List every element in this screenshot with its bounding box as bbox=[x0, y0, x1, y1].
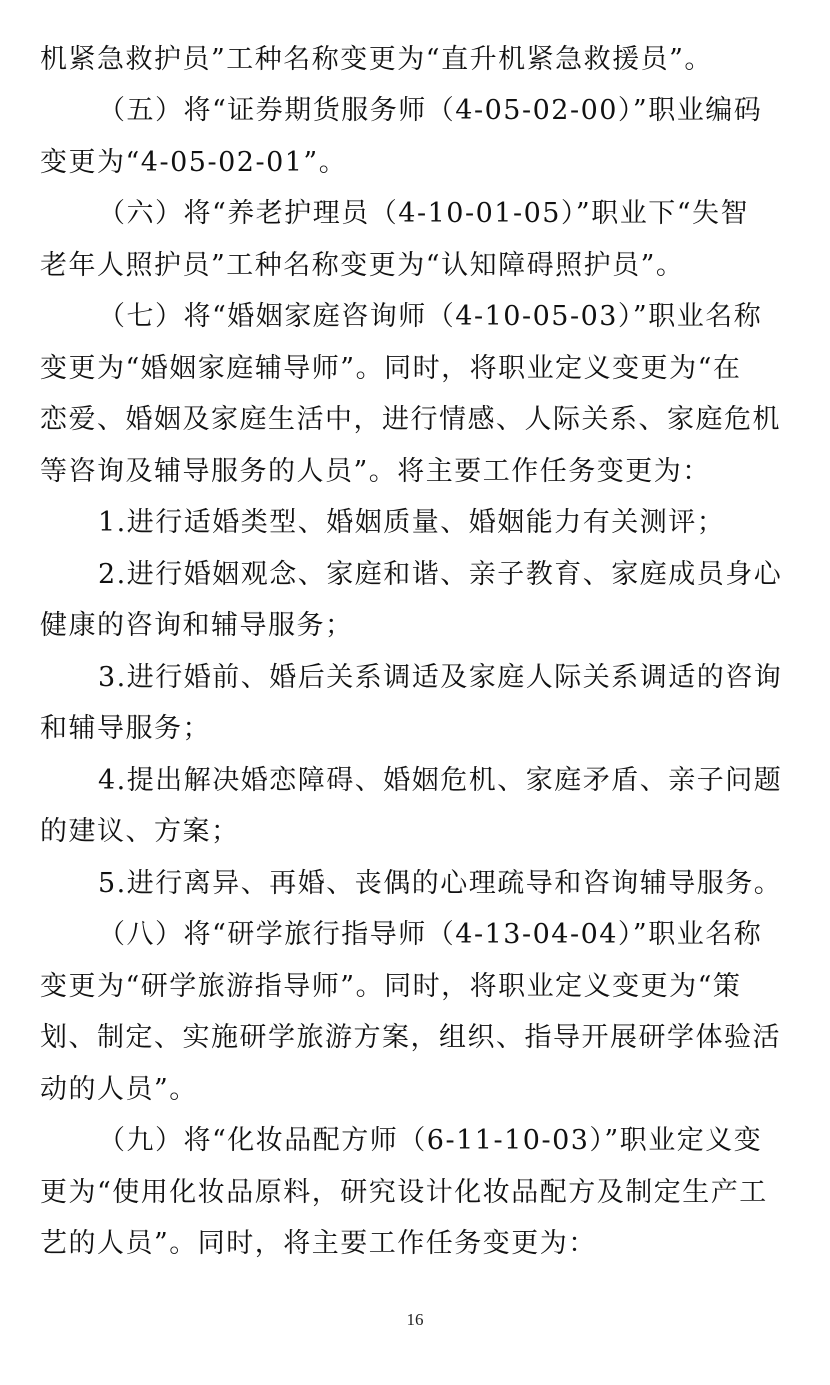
paragraph-5-start: （五）将“证券期货服务师（4-05-02-00）”职业编码 bbox=[98, 95, 763, 126]
page-number: 16 bbox=[406, 1310, 424, 1329]
text-line: 变更为“婚姻家庭辅导师”。同时，将职业定义变更为“在 bbox=[40, 353, 742, 384]
text-line: 划、制定、实施研学旅游方案，组织、指导开展研学体验活 bbox=[40, 1022, 781, 1053]
text-line: 动的人员”。 bbox=[40, 1074, 198, 1105]
list-item-2: 2.进行婚姻观念、家庭和谐、亲子教育、家庭成员身心 bbox=[98, 559, 783, 590]
text-line: 恋爱、婚姻及家庭生活中，进行情感、人际关系、家庭危机 bbox=[40, 404, 781, 435]
paragraph-7-start: （七）将“婚姻家庭咨询师（4-10-05-03）”职业名称 bbox=[98, 301, 763, 332]
text-line: 的建议、方案； bbox=[40, 816, 240, 847]
text-line: 和辅导服务； bbox=[40, 713, 211, 744]
text-line: 变更为“研学旅游指导师”。同时，将职业定义变更为“策 bbox=[40, 971, 742, 1002]
paragraph-8-start: （八）将“研学旅行指导师（4-13-04-04）”职业名称 bbox=[98, 919, 763, 950]
text-line: 艺的人员”。同时，将主要工作任务变更为： bbox=[40, 1228, 597, 1259]
list-item-5: 5.进行离异、再婚、丧偶的心理疏导和咨询辅导服务。 bbox=[98, 868, 783, 899]
text-line: 机紧急救护员”工种名称变更为“直升机紧急救援员”。 bbox=[40, 44, 713, 75]
text-line: 等咨询及辅导服务的人员”。将主要工作任务变更为： bbox=[40, 456, 711, 487]
text-line: 老年人照护员”工种名称变更为“认知障碍照护员”。 bbox=[40, 250, 685, 281]
text-line: 更为“使用化妆品原料，研究设计化妆品配方及制定生产工 bbox=[40, 1177, 768, 1208]
list-item-4: 4.提出解决婚恋障碍、婚姻危机、家庭矛盾、亲子问题 bbox=[98, 765, 783, 796]
text-line: 健康的咨询和辅导服务； bbox=[40, 610, 354, 641]
paragraph-9-start: （九）将“化妆品配方师（6-11-10-03）”职业定义变 bbox=[98, 1125, 763, 1156]
paragraph-6-start: （六）将“养老护理员（4-10-01-05）”职业下“失智 bbox=[98, 198, 750, 229]
list-item-1: 1.进行适婚类型、婚姻质量、婚姻能力有关测评； bbox=[98, 507, 726, 538]
text-line: 变更为“4-05-02-01”。 bbox=[40, 147, 348, 178]
list-item-3: 3.进行婚前、婚后关系调适及家庭人际关系调适的咨询 bbox=[98, 662, 783, 693]
